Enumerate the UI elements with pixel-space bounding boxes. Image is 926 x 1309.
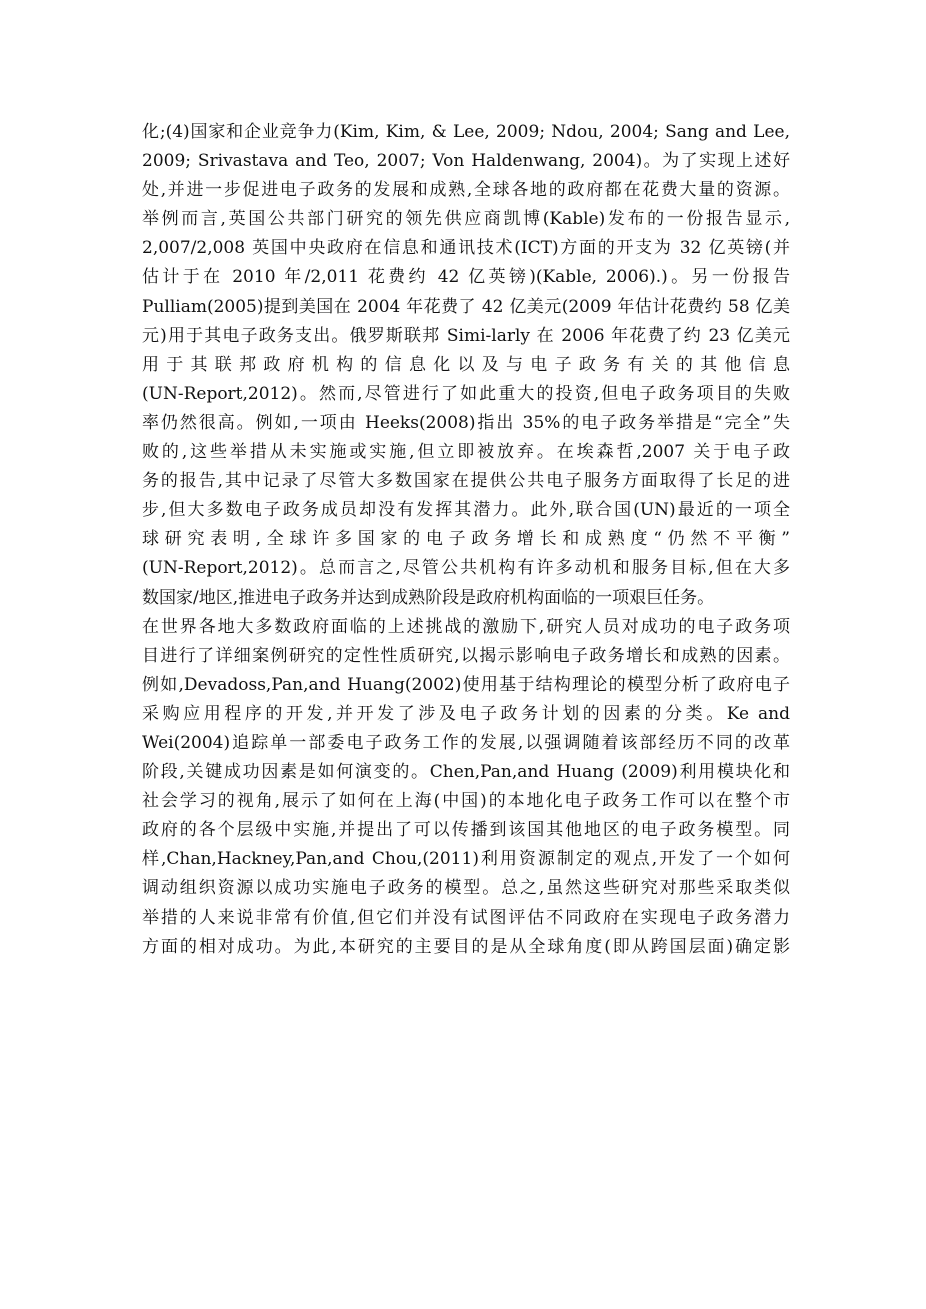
text-line: 在世界各地大多数政府面临的上述挑战的激励下,研究人员对成功的电子政务项 — [142, 616, 790, 637]
text-line: 方面的相对成功。为此,本研究的主要目的是从全球角度(即从跨国层面)确定影 — [142, 936, 790, 957]
text-line: 样,Chan,Hackney,Pan,and Chou,(2011)利用资源制定的观点,开发了一个如何 — [142, 849, 790, 870]
text-line: 例如,Devadoss,Pan,and Huang(2002)使用基于结构理论的模型分析了政府电子 — [142, 674, 790, 695]
text-line: 2009; Srivastava and Teo, 2007; Von Haldenwang, 2004)。为了实现上述好 — [142, 151, 790, 172]
text-line: Pulliam(2005)提到美国在 2004 年花费了 42 亿美元(2009 年估计花费约 58 亿美 — [142, 296, 790, 317]
text-line: 政府的各个层级中实施,并提出了可以传播到该国其他地区的电子政务模型。同 — [142, 820, 790, 841]
text-line: 举例而言,英国公共部门研究的领先供应商凯博(Kable)发布的一份报告显示, — [142, 209, 790, 230]
text-line: 用于其联邦政府机构的信息化以及与电子政务有关的其他信息 — [142, 354, 790, 375]
text-line: 社会学习的视角,展示了如何在上海(中国)的本地化电子政务工作可以在整个市 — [142, 791, 790, 812]
text-line: 务的报告,其中记录了尽管大多数国家在提供公共电子服务方面取得了长足的进 — [142, 471, 790, 492]
body-text — [142, 118, 790, 962]
text-line: 目进行了详细案例研究的定性性质研究,以揭示影响电子政务增长和成熟的因素。 — [142, 645, 790, 666]
text-line: 调动组织资源以成功实施电子政务的模型。总之,虽然这些研究对那些采取类似 — [142, 878, 790, 899]
text-line: Wei(2004)追踪单一部委电子政务工作的发展,以强调随着该部经历不同的改革 — [142, 732, 790, 753]
text-line: 采购应用程序的开发,并开发了涉及电子政务计划的因素的分类。Ke and — [142, 703, 790, 724]
text-line: 化;(4)国家和企业竞争力(Kim, Kim, & Lee, 2009; Ndou, 2004; Sang and Lee, — [142, 122, 790, 142]
text-line: 阶段,关键成功因素是如何演变的。Chen,Pan,and Huang (2009)利用模块化和 — [142, 762, 790, 783]
text-line: 处,并进一步促进电子政务的发展和成熟,全球各地的政府都在花费大量的资源。 — [142, 180, 790, 201]
text-line: 举措的人来说非常有价值,但它们并没有试图评估不同政府在实现电子政务潜力 — [142, 907, 790, 928]
text-line: 元)用于其电子政务支出。俄罗斯联邦 Simi-larly 在 2006 年花费了约 23 亿美元 — [142, 325, 790, 346]
text-line: 估计于在 2010 年/2,011 花费约 42 亿英镑)(Kable, 2006).)。另一份报告 — [142, 267, 790, 288]
text-line: 球研究表明,全球许多国家的电子政务增长和成熟度“仍然不平衡” — [142, 529, 790, 550]
text-line: 率仍然很高。例如,一项由 Heeks(2008)指出 35%的电子政务举措是“完全”失 — [142, 412, 790, 433]
text-line: (UN-Report,2012)。然而,尽管进行了如此重大的投资,但电子政务项目的失败 — [142, 383, 790, 404]
text-line: 数国家/地区,推进电子政务并达到成熟阶段是政府机构面临的一项艰巨任务。 — [142, 587, 715, 608]
text-line: (UN-Report,2012)。总而言之,尽管公共机构有许多动机和服务目标,但在大多 — [142, 558, 790, 579]
text-line: 步,但大多数电子政务成员却没有发挥其潜力。此外,联合国(UN)最近的一项全 — [142, 500, 790, 521]
text-line: 败的,这些举措从未实施或实施,但立即被放弃。在埃森哲,2007 关于电子政 — [142, 442, 790, 463]
text-line: 2,007/2,008 英国中央政府在信息和通讯技术(ICT)方面的开支为 32 亿英镑(并 — [142, 238, 790, 259]
